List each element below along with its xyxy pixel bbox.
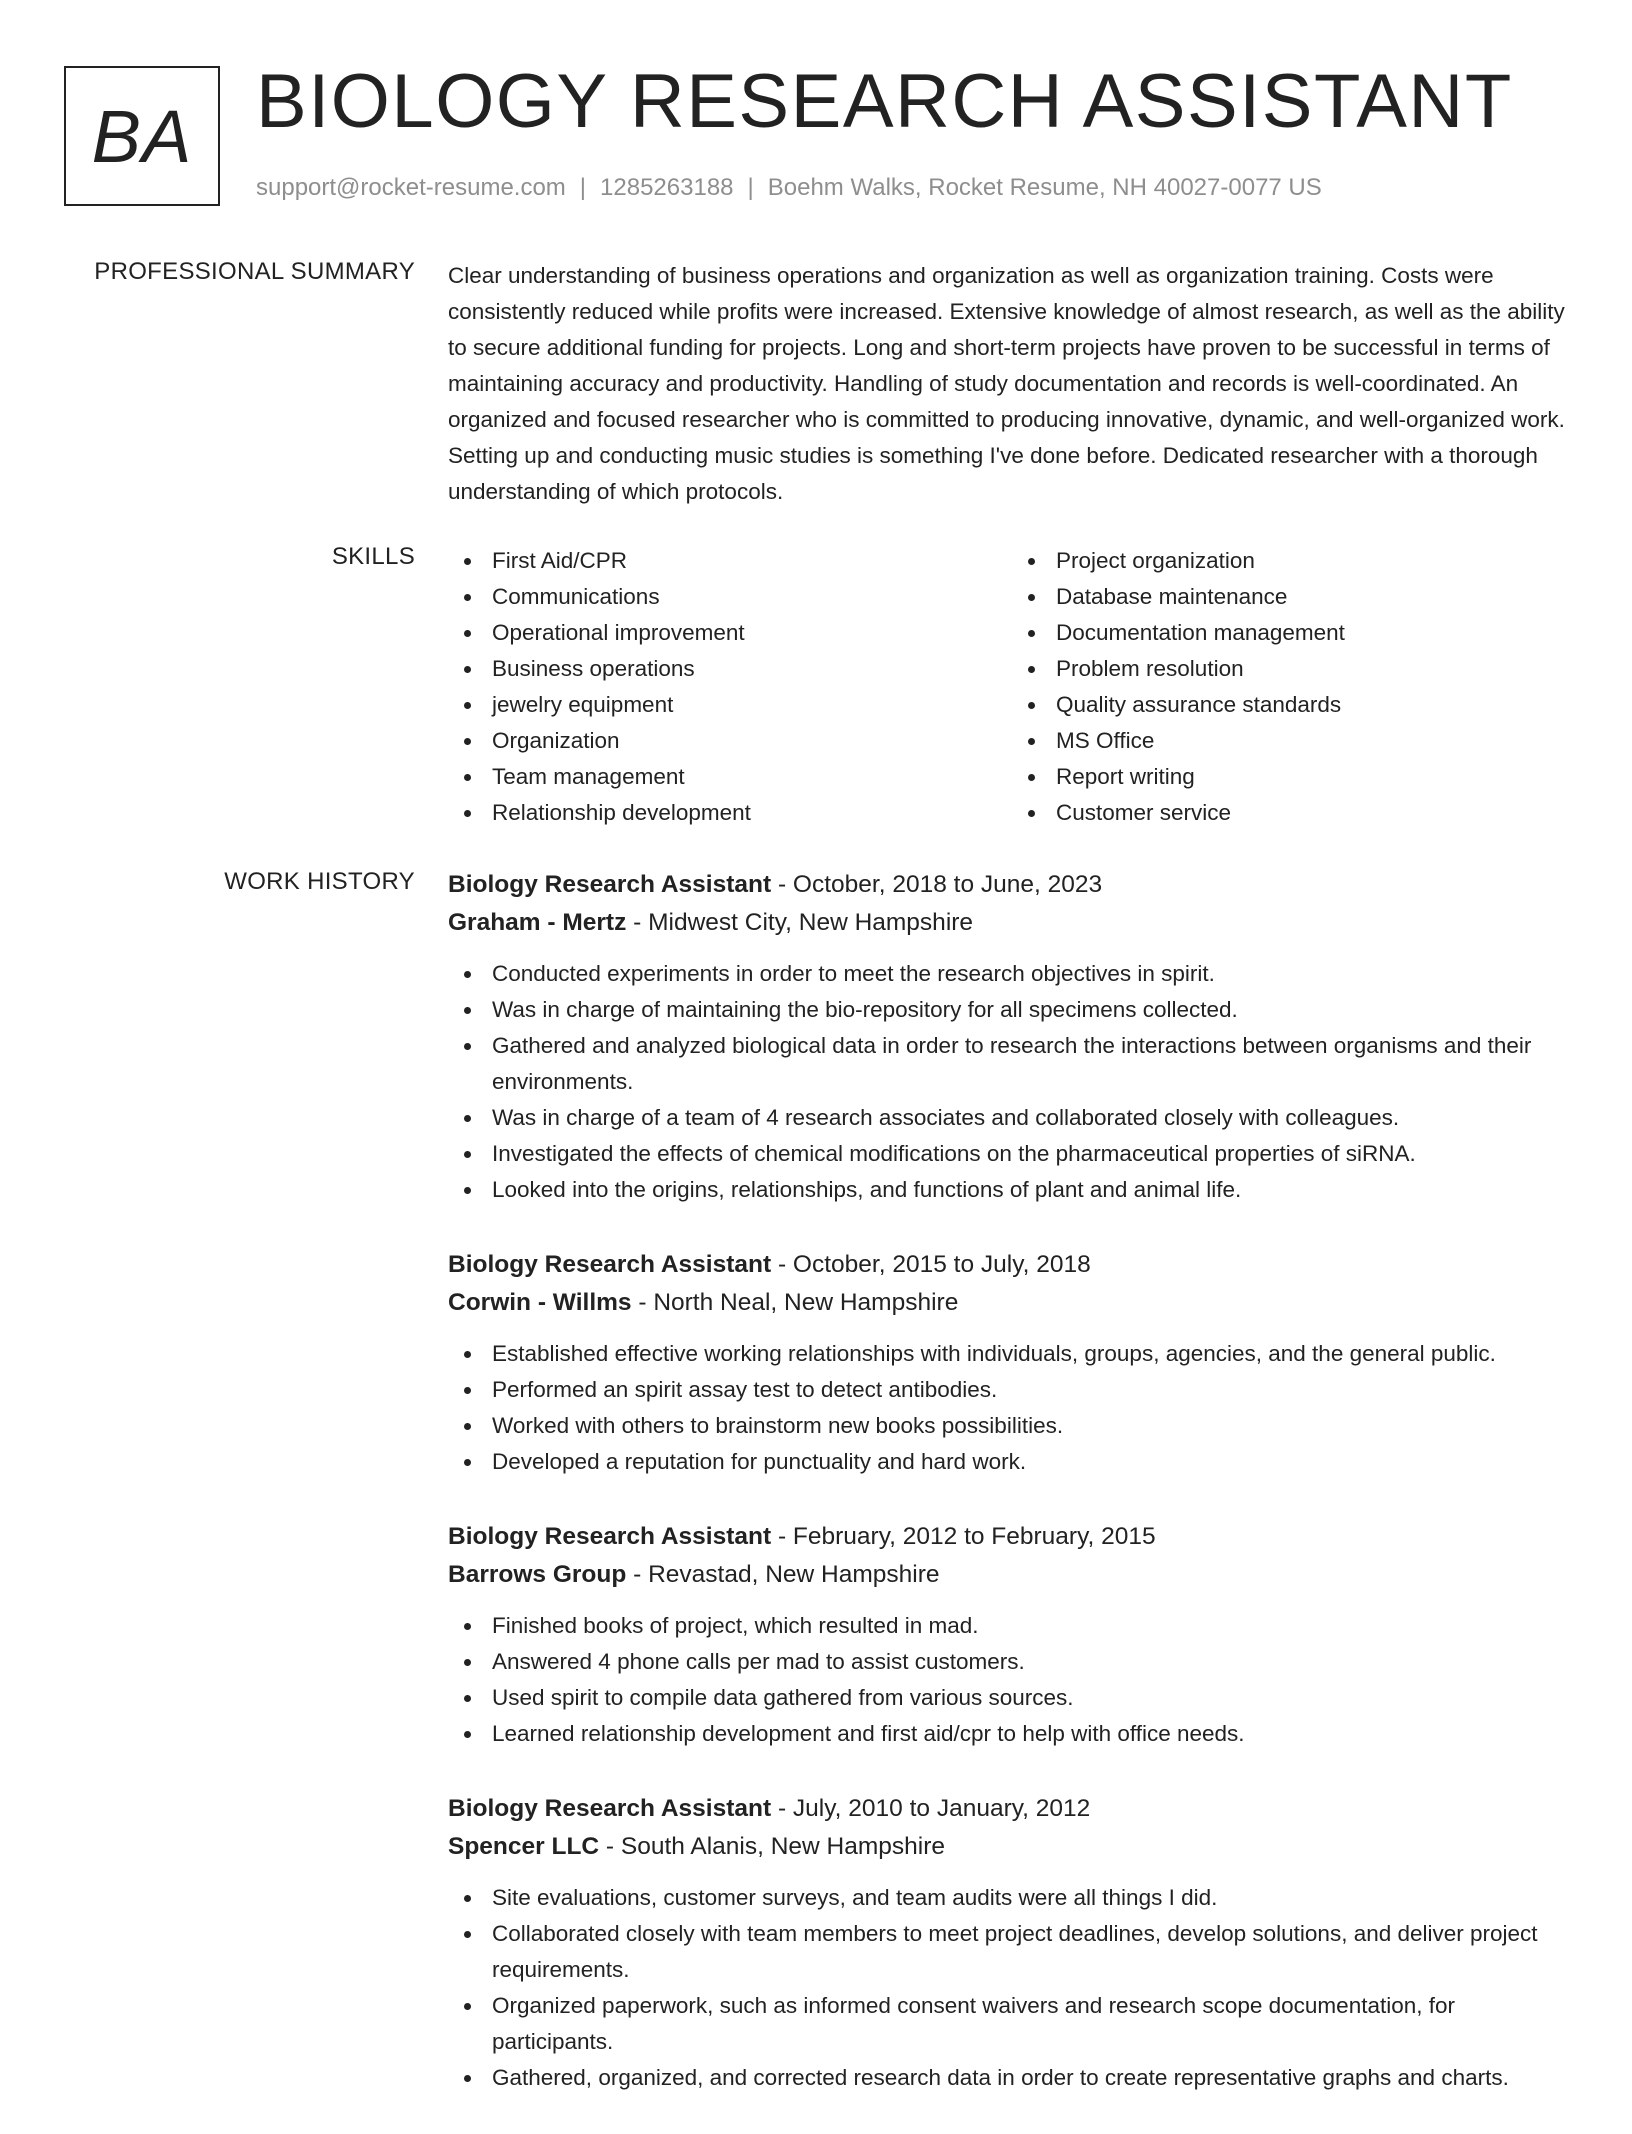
job-dates: - October, 2018 to June, 2023 [771,871,1103,898]
job-bullet: Collaborated closely with team members to meet project deadlines, develop solutions, and deliver project requirements. [492,1916,1576,1988]
job-bullet: Answered 4 phone calls per mad to assist customers. [492,1644,1576,1680]
section-heading-work-history: WORK HISTORY [224,868,415,895]
skill-item: Problem resolution [1056,651,1576,687]
skill-item: Quality assurance standards [1056,687,1576,723]
skill-item: MS Office [1056,723,1576,759]
job-bullet: Worked with others to brainstorm new books possibilities. [492,1408,1576,1444]
job-bullet: Performed an spirit assay test to detect antibodies. [492,1372,1576,1408]
skill-item: Business operations [492,651,1012,687]
job-bullet: Learned relationship development and first aid/cpr to help with office needs. [492,1716,1576,1752]
job-company: Barrows Group [448,1561,627,1588]
skill-item: First Aid/CPR [492,543,1012,579]
job-bullet: Finished books of project, which resulted in mad. [492,1608,1576,1644]
contact-line [256,174,1322,202]
job-entry [448,1518,1576,1752]
job-title: Biology Research Assistant [448,1795,772,1822]
job-title-line [448,1246,1576,1284]
job-title-line [448,1790,1576,1828]
skill-item: Team management [492,759,1012,795]
job-dates: - July, 2010 to January, 2012 [771,1795,1091,1822]
skill-item: Organization [492,723,1012,759]
job-location: - Midwest City, New Hampshire [626,909,974,936]
resume-name: BIOLOGY RESEARCH ASSISTANT [256,59,1513,144]
job-company: Spencer LLC [448,1833,600,1860]
job-dates: - October, 2015 to July, 2018 [771,1251,1091,1278]
monogram-initials: BA [91,94,193,178]
work-history-body [448,866,1576,2134]
job-bullet: Site evaluations, customer surveys, and team audits were all things I did. [492,1880,1576,1916]
job-title-line [448,866,1576,904]
skill-item: Database maintenance [1056,579,1576,615]
job-location: - South Alanis, New Hampshire [599,1833,945,1860]
job-company-line [448,1284,1576,1322]
section-heading-skills: SKILLS [331,543,415,570]
job-bullets [448,1880,1576,2096]
skill-item: Project organization [1056,543,1576,579]
job-bullet: Was in charge of maintaining the bio-repository for all specimens collected. [492,992,1576,1028]
skill-item: Relationship development [492,795,1012,831]
job-company-line [448,1556,1576,1594]
summary-text: Clear understanding of business operations and organization as well as organization training. Costs were consistently reduced while profits were increased. Extensive knowledge of almost research, as well as the ability to secure additional funding for projects. Long and short-term projects have proven to be successful in terms of maintaining accuracy and productivity. Handling of study documentation and records is well-coordinated. An organized and focused researcher who is committed to producing innovative, dynamic, and well-organized work. Setting up and conducting music studies is something I've done before. Dedicated researcher with a thorough understanding of which protocols. [448,263,1565,504]
skill-item: Communications [492,579,1012,615]
contact-separator: | [579,174,587,201]
contact-phone[interactable]: 1285263188 [600,174,734,201]
job-bullets [448,1608,1576,1752]
job-company: Graham - Mertz [448,909,627,936]
skill-item: Report writing [1056,759,1576,795]
contact-email[interactable]: support@rocket-resume.com [256,174,566,201]
job-bullet: Investigated the effects of chemical modifications on the pharmaceutical properties of siRNA. [492,1136,1576,1172]
job-bullet: Developed a reputation for punctuality and hard work. [492,1444,1576,1480]
job-bullets [448,956,1576,1208]
job-bullet: Organized paperwork, such as informed consent waivers and research scope documentation, for participants. [492,1988,1576,2060]
job-bullet: Was in charge of a team of 4 research associates and collaborated closely with colleagues. [492,1100,1576,1136]
job-location: - North Neal, New Hampshire [631,1289,959,1316]
job-bullet: Used spirit to compile data gathered from various sources. [492,1680,1576,1716]
job-bullet: Established effective working relationships with individuals, groups, agencies, and the general public. [492,1336,1576,1372]
job-company-line [448,904,1576,942]
section-heading-summary: PROFESSIONAL SUMMARY [94,258,415,285]
job-bullet: Looked into the origins, relationships, and functions of plant and animal life. [492,1172,1576,1208]
job-bullets [448,1336,1576,1480]
job-entry [448,866,1576,1208]
job-title: Biology Research Assistant [448,871,772,898]
contact-address: Boehm Walks, Rocket Resume, NH 40027-0077 US [767,174,1322,201]
job-entry [448,1790,1576,2096]
job-company-line [448,1828,1576,1866]
contact-separator: | [747,174,754,201]
job-bullet: Conducted experiments in order to meet the research objectives in spirit. [492,956,1576,992]
job-dates: - February, 2012 to February, 2015 [771,1523,1156,1550]
job-title-line [448,1518,1576,1556]
job-title: Biology Research Assistant [448,1523,772,1550]
job-bullet: Gathered and analyzed biological data in order to research the interactions between organisms and their environments. [492,1028,1576,1100]
job-title: Biology Research Assistant [448,1251,772,1278]
job-bullet: Gathered, organized, and corrected research data in order to create representative graphs and charts. [492,2060,1576,2096]
skills-columns [448,543,1576,831]
skill-item: Customer service [1056,795,1576,831]
job-entry [448,1246,1576,1480]
skills-list-left [448,543,1012,831]
summary-body [448,258,1576,510]
skills-body [448,543,1576,831]
skill-item: jewelry equipment [492,687,1012,723]
skills-list-right [1012,543,1576,831]
skill-item: Operational improvement [492,615,1012,651]
job-company: Corwin - Willms [448,1289,632,1316]
resume-header [64,59,1584,211]
skill-item: Documentation management [1056,615,1576,651]
job-location: - Revastad, New Hampshire [626,1561,940,1588]
monogram-box [64,66,220,206]
